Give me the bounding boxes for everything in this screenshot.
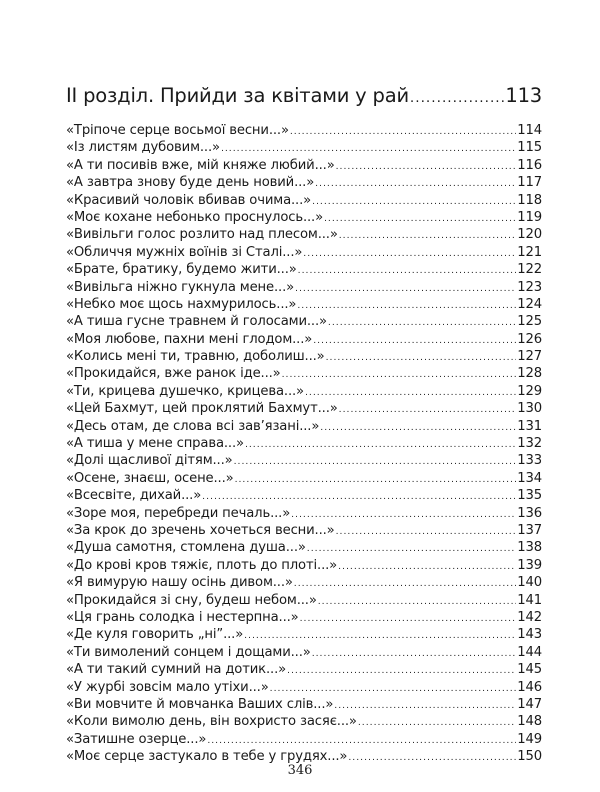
entry-page: 146 — [517, 679, 542, 695]
entry-page: 143 — [517, 627, 542, 643]
entry-title: «А тиша гусне травнем й голосами...» — [66, 314, 327, 330]
entry-page: 148 — [517, 714, 542, 730]
toc-entry — [66, 400, 542, 417]
section-page: 113 — [505, 84, 542, 107]
entry-page: 120 — [517, 227, 542, 243]
entry-page: 132 — [517, 436, 542, 452]
dot-leader — [297, 297, 516, 313]
dot-leader — [291, 506, 516, 522]
dot-leader — [221, 140, 516, 156]
entry-title: «Із листям дубовим...» — [66, 140, 220, 156]
dot-leader — [207, 732, 516, 748]
entry-page: 144 — [517, 644, 542, 660]
entry-page: 126 — [517, 331, 542, 347]
entry-page: 141 — [517, 592, 542, 608]
entry-page: 131 — [517, 418, 542, 434]
dot-leader — [339, 401, 517, 417]
dot-leader — [336, 158, 517, 174]
dot-leader — [202, 488, 516, 504]
dot-leader — [315, 175, 516, 191]
toc-entry — [66, 435, 542, 452]
entry-title: «Осене, знаєш, осене...» — [66, 470, 234, 486]
dot-leader — [334, 697, 516, 713]
entry-title: «Затишне озерце...» — [66, 731, 207, 747]
entry-title: «Тріпоче серце восьмої весни...» — [66, 123, 289, 138]
section-title: ІІ розділ. Прийди за квітами у рай — [66, 84, 409, 107]
toc-entry — [66, 122, 542, 139]
dot-leader — [313, 332, 516, 348]
toc-entry — [66, 713, 542, 730]
entry-page: 142 — [517, 609, 542, 625]
dot-leader — [410, 90, 504, 106]
dot-leader — [245, 436, 516, 452]
entry-title: «Прокидайся зі сну, будеш небом...» — [66, 592, 317, 608]
toc-entry — [66, 644, 542, 661]
entry-title: «За крок до зречень хочеться весни...» — [66, 522, 335, 538]
entry-page: 147 — [517, 696, 542, 712]
entry-page: 114 — [517, 123, 542, 138]
toc-entry — [66, 261, 542, 278]
entry-page: 139 — [517, 557, 542, 573]
entry-page: 145 — [517, 662, 542, 678]
dot-leader — [324, 210, 516, 226]
entry-page: 129 — [517, 383, 542, 399]
entry-title: «Ти вимолений сонцем і дощами...» — [66, 644, 311, 660]
entry-title: «А ти посивів вже, мій княже любий...» — [66, 157, 335, 173]
toc-entry — [66, 539, 542, 556]
toc-entry — [66, 452, 542, 469]
toc-entry — [66, 331, 542, 348]
entry-page: 116 — [517, 157, 542, 173]
entry-page: 121 — [517, 244, 542, 260]
toc-entry — [66, 487, 542, 504]
dot-leader — [326, 349, 517, 365]
dot-leader — [234, 453, 517, 469]
entry-page: 125 — [517, 314, 542, 330]
toc-entry — [66, 313, 542, 330]
toc-entry — [66, 244, 542, 261]
entry-title: «Коли вимолю день, він вохристо засяє...» — [66, 714, 357, 730]
entry-page: 115 — [517, 140, 542, 156]
entry-page: 123 — [517, 279, 542, 295]
entry-title: «Ви мовчите й мовчанка Ваших слів...» — [66, 696, 334, 712]
dot-leader — [336, 523, 517, 539]
toc-entry — [66, 365, 542, 382]
entry-title: «Долі щасливої дітям...» — [66, 453, 233, 469]
entry-title: «Душа самотня, стомлена душа...» — [66, 540, 306, 556]
entry-page: 124 — [517, 296, 542, 312]
dot-leader — [303, 245, 516, 261]
toc-entry — [66, 731, 542, 748]
toc-entry — [66, 626, 542, 643]
entry-page: 136 — [517, 505, 542, 521]
section-heading — [66, 84, 542, 107]
entry-page: 149 — [517, 731, 542, 747]
toc-entry — [66, 592, 542, 609]
entry-title: «Я вимурую нашу осінь дивом...» — [66, 575, 293, 591]
toc-entry — [66, 609, 542, 626]
entry-title: «Вивільги голос розлито над плесом...» — [66, 227, 338, 243]
dot-leader — [298, 262, 517, 278]
dot-leader — [294, 575, 516, 591]
entry-page: 127 — [517, 349, 542, 365]
toc-entry — [66, 383, 542, 400]
toc-entry — [66, 192, 542, 209]
dot-leader — [338, 558, 516, 574]
dot-leader — [339, 227, 517, 243]
toc-entry — [66, 174, 542, 191]
entry-page: 137 — [517, 522, 542, 538]
toc-entry — [66, 696, 542, 713]
toc-entry — [66, 418, 542, 435]
table-of-contents — [66, 122, 542, 765]
entry-title: «Ця грань солодка і нестерпна...» — [66, 609, 299, 625]
dot-leader — [312, 193, 516, 209]
dot-leader — [287, 662, 516, 678]
toc-entry — [66, 661, 542, 678]
toc-entry — [66, 157, 542, 174]
entry-title: «Брате, братику, будемо жити...» — [66, 262, 297, 278]
entry-title: «Цей Бахмут, цей проклятий Бахмут...» — [66, 401, 338, 417]
entry-page: 135 — [517, 488, 542, 504]
toc-entry — [66, 296, 542, 313]
toc-entry — [66, 139, 542, 156]
dot-leader — [358, 714, 516, 730]
entry-page: 117 — [517, 175, 542, 191]
dot-leader — [282, 366, 517, 382]
entry-title: «Обличчя мужніх воїнів зі Сталі...» — [66, 244, 303, 260]
entry-title: «А завтра знову буде день новий...» — [66, 175, 315, 191]
entry-title: «А ти такий сумний на дотик...» — [66, 662, 287, 678]
entry-page: 128 — [517, 366, 542, 382]
toc-entry — [66, 505, 542, 522]
entry-title: «Моє серце застукало в тебе у грудях...» — [66, 749, 348, 765]
page-number: 346 — [287, 763, 313, 778]
dot-leader — [318, 593, 517, 609]
entry-title: «Зоре моя, перебреди печаль...» — [66, 505, 291, 521]
dot-leader — [305, 384, 516, 400]
entry-page: 138 — [517, 540, 542, 556]
entry-page: 122 — [517, 262, 542, 278]
entry-page: 130 — [517, 401, 542, 417]
entry-title: «Де куля говорить „ні”...» — [66, 627, 244, 643]
toc-entry — [66, 226, 542, 243]
dot-leader — [290, 123, 516, 139]
entry-title: «До крові кров тяжіє, плоть до плоті...» — [66, 557, 338, 573]
entry-title: «Прокидайся, вже ранок іде...» — [66, 366, 281, 382]
entry-title: «Десь отам, де слова всі зав’язані...» — [66, 418, 320, 434]
toc-entry — [66, 279, 542, 296]
entry-page: 150 — [517, 749, 542, 765]
entry-page: 133 — [517, 453, 542, 469]
dot-leader — [320, 419, 516, 435]
dot-leader — [328, 314, 516, 330]
toc-entry — [66, 470, 542, 487]
entry-title: «Колись мені ти, травню, доболиш...» — [66, 349, 325, 365]
entry-title: «Всесвіте, дихай...» — [66, 488, 202, 504]
toc-entry — [66, 679, 542, 696]
entry-title: «Небко моє щось нахмурилось...» — [66, 296, 297, 312]
toc-entry — [66, 557, 542, 574]
toc-entry — [66, 348, 542, 365]
entry-page: 118 — [517, 192, 542, 208]
dot-leader — [312, 645, 517, 661]
entry-title: «У журбі зовсім мало утіхи...» — [66, 679, 269, 695]
entry-title: «А тиша у мене справа...» — [66, 436, 244, 452]
dot-leader — [300, 610, 517, 626]
entry-title: «Красивий чоловік вбивав очима...» — [66, 192, 312, 208]
toc-entry — [66, 574, 542, 591]
dot-leader — [244, 627, 516, 643]
entry-title: «Ти, крицева душечко, крицева...» — [66, 383, 304, 399]
dot-leader — [270, 680, 517, 696]
entry-title: «Вивільга ніжно гукнула мене...» — [66, 279, 295, 295]
dot-leader — [307, 540, 516, 556]
entry-page: 140 — [517, 575, 542, 591]
entry-page: 119 — [517, 209, 542, 225]
dot-leader — [235, 471, 517, 487]
entry-title: «Моя любове, пахни мені глодом...» — [66, 331, 313, 347]
toc-entry — [66, 209, 542, 226]
entry-page: 134 — [517, 470, 542, 486]
dot-leader — [295, 280, 516, 296]
toc-entry — [66, 522, 542, 539]
entry-title: «Моє кохане небонько проснулось...» — [66, 209, 323, 225]
